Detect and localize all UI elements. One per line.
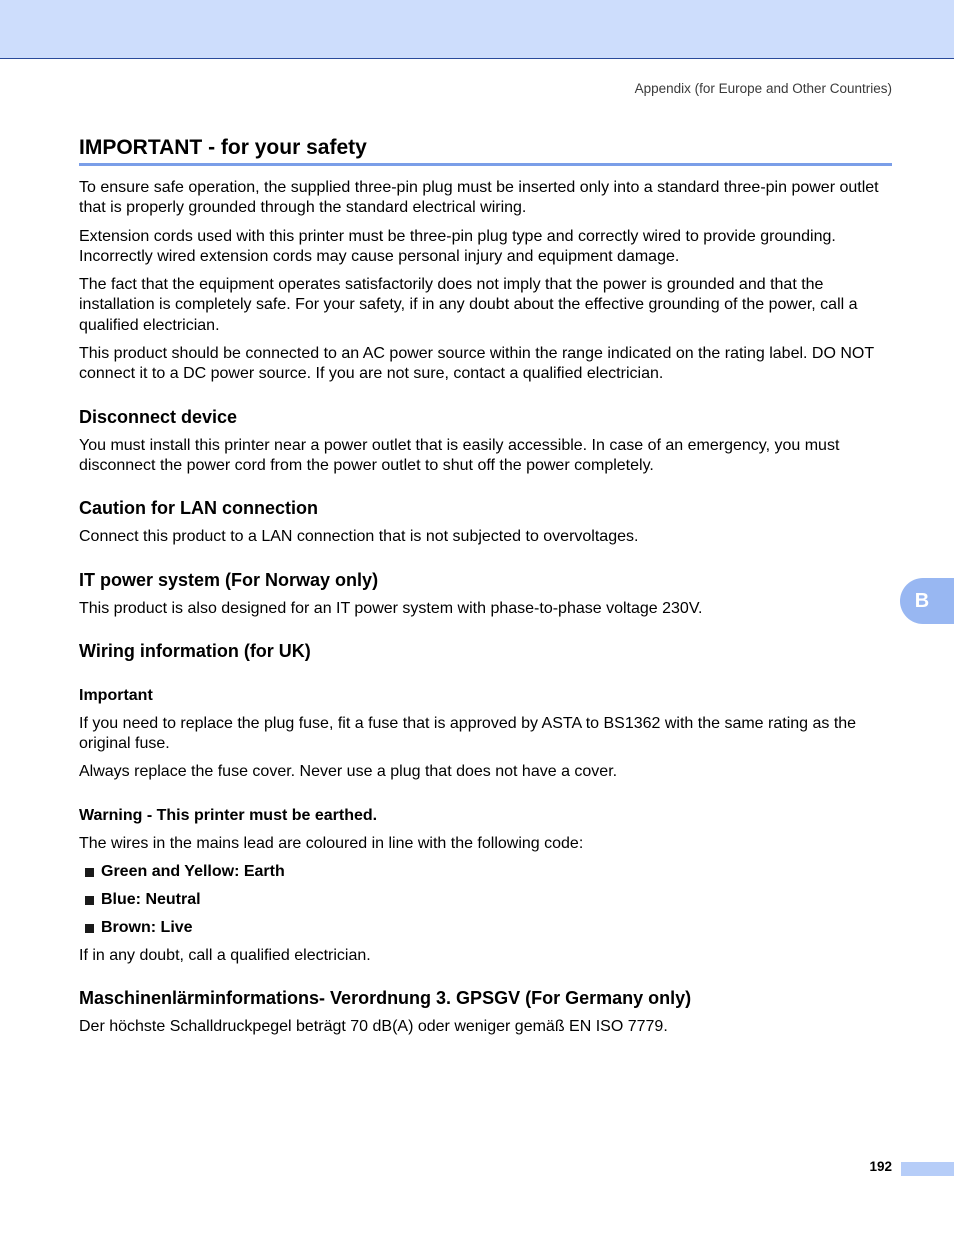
fuse-paragraph: If you need to replace the plug fuse, fit a fuse that is approved by ASTA to BS1362 with the same rating as the original fuse. bbox=[79, 714, 857, 753]
it-power-heading: IT power system (For Norway only) bbox=[79, 569, 379, 590]
square-bullet-icon bbox=[85, 924, 94, 933]
germany-noise-text: Der höchste Schalldruckpegel beträgt 70 dB(A) oder weniger gemäß EN ISO 7779. bbox=[79, 1018, 668, 1036]
fuse-cover-paragraph: Always replace the fuse cover. Never use a plug that does not have a cover. bbox=[79, 763, 618, 781]
wire-earth-label: Green and Yellow: Earth bbox=[101, 863, 285, 881]
chapter-tab: B bbox=[900, 578, 954, 624]
page-title: IMPORTANT - for your safety bbox=[79, 134, 892, 166]
wires-intro-text: The wires in the mains lead are coloured in line with the following code: bbox=[79, 834, 584, 852]
disconnect-device-heading: Disconnect device bbox=[79, 406, 238, 427]
lan-caution-heading: Caution for LAN connection bbox=[79, 498, 318, 519]
it-power-text: This product is also designed for an IT power system with phase-to-phase voltage 230V. bbox=[79, 599, 703, 617]
footer-bar bbox=[901, 1162, 954, 1176]
safety-paragraph-4: This product should be connected to an AC power source within the range indicated on the rating label. DO NOT connect it to a DC power source. If you are not sure, contact a qualified electrician. bbox=[79, 345, 874, 383]
running-header: Appendix (for Europe and Other Countries) bbox=[634, 81, 892, 96]
square-bullet-icon bbox=[85, 868, 94, 877]
list-item bbox=[79, 890, 892, 910]
safety-paragraph-1: To ensure safe operation, the supplied three-pin plug must be inserted only into a standard three-pin power outlet that is properly grounded through the standard electrical wiring. bbox=[79, 179, 879, 217]
wire-live-label: Brown: Live bbox=[101, 919, 193, 937]
list-item bbox=[79, 862, 892, 882]
safety-paragraph-2: Extension cords used with this printer must be three-pin plug type and correctly wired to provide grounding. Incorrectly wired extension cords may cause personal injury and equipment damage. bbox=[79, 227, 836, 265]
wiring-info-heading: Wiring information (for UK) bbox=[79, 640, 311, 661]
list-item bbox=[79, 918, 892, 938]
germany-noise-heading: Maschinenlärminformations- Verordnung 3. GPSGV (For Germany only) bbox=[79, 988, 692, 1009]
page-content bbox=[79, 134, 892, 1038]
safety-paragraph-3: The fact that the equipment operates satisfactorily does not imply that the power is grounded and that the installation is completely safe. For your safety, if in any doubt about the effective grounding of the power, call a qualified electrician. bbox=[79, 276, 858, 334]
disconnect-device-text: You must install this printer near a power outlet that is easily accessible. In case of an emergency, you must disconnect the power cord from the power outlet to shut off the power completely. bbox=[79, 436, 840, 474]
earthed-warning-subheading: Warning - This printer must be earthed. bbox=[79, 806, 378, 824]
important-subheading: Important bbox=[79, 686, 153, 704]
wire-color-list bbox=[79, 862, 892, 938]
lan-caution-text: Connect this product to a LAN connection that is not subjected to overvoltages. bbox=[79, 528, 639, 546]
wire-neutral-label: Blue: Neutral bbox=[101, 891, 201, 909]
page-number: 192 bbox=[869, 1159, 892, 1174]
electrician-note: If in any doubt, call a qualified electrician. bbox=[79, 947, 371, 965]
square-bullet-icon bbox=[85, 896, 94, 905]
top-header-band bbox=[0, 0, 954, 59]
